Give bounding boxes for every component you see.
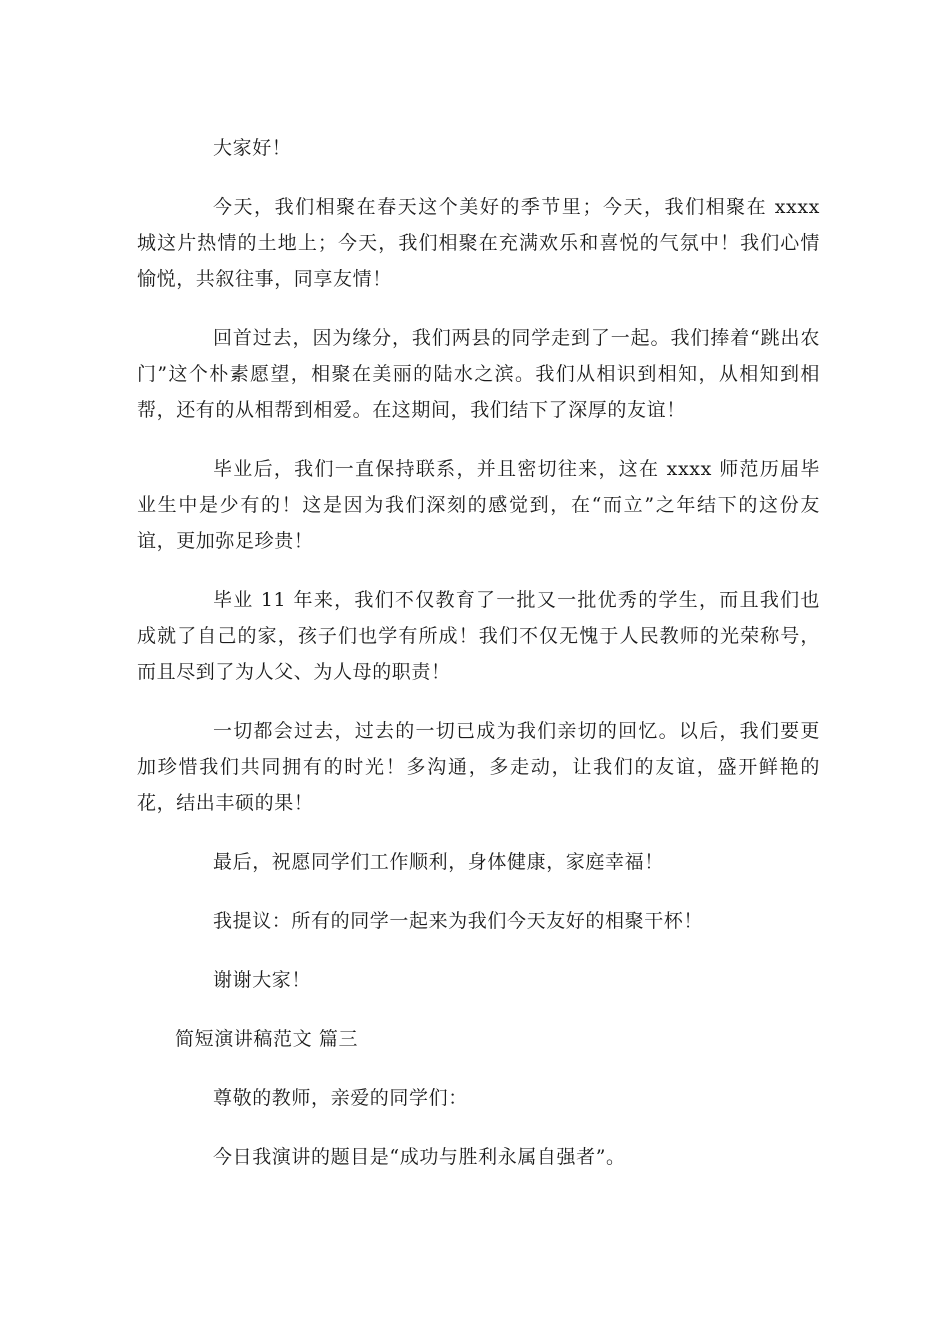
- document-body: [137, 130, 820, 1198]
- paragraph-thanks: 谢谢大家！: [213, 969, 312, 991]
- paragraph-salutation: 尊敬的教师，亲爱的同学们：: [213, 1087, 468, 1109]
- paragraph-toast: 我提议：所有的同学一起来为我们今天友好的相聚干杯！: [213, 910, 704, 932]
- paragraph-after-graduation: 毕业后，我们一直保持联系，并且密切往来，这在 xxxx 师范历届毕业生中是少有的！这是因为我们深刻的感觉到，在“而立”之年结下的这份友谊，更加弥足珍贵！: [137, 458, 820, 552]
- paragraph-wishes: 最后，祝愿同学们工作顺利，身体健康，家庭幸福！: [213, 851, 664, 873]
- paragraph-looking-back: 回首过去，因为缘分，我们两县的同学走到了一起。我们捧着“跳出农门”这个朴素愿望，相聚在美丽的陆水之滨。我们从相识到相知，从相知到相帮，还有的从相帮到相爱。在这期间，我们结下了深厚的友谊！: [137, 327, 820, 421]
- paragraph-gathering: 今天，我们相聚在春天这个美好的季节里；今天，我们相聚在 xxxx 城这片热情的土地上；今天，我们相聚在充满欢乐和喜悦的气氛中！我们心情愉悦，共叙往事，同享友情！: [137, 196, 820, 290]
- paragraph-greeting: 大家好！: [213, 137, 292, 159]
- section-heading: 简短演讲稿范文 篇三: [175, 1028, 359, 1050]
- paragraph-eleven-years: 毕业 11 年来，我们不仅教育了一批又一批优秀的学生，而且我们也成就了自己的家，孩子们也学有所成！我们不仅无愧于人民教师的光荣称号，而且尽到了为人父、为人母的职责！: [137, 589, 820, 683]
- paragraph-memories: 一切都会过去，过去的一切已成为我们亲切的回忆。以后，我们要更加珍惜我们共同拥有的时光！多沟通，多走动，让我们的友谊，盛开鲜艳的花，结出丰硕的果！: [137, 720, 820, 814]
- paragraph-speech-topic: 今日我演讲的题目是“成功与胜利永属自强者”。: [213, 1146, 626, 1168]
